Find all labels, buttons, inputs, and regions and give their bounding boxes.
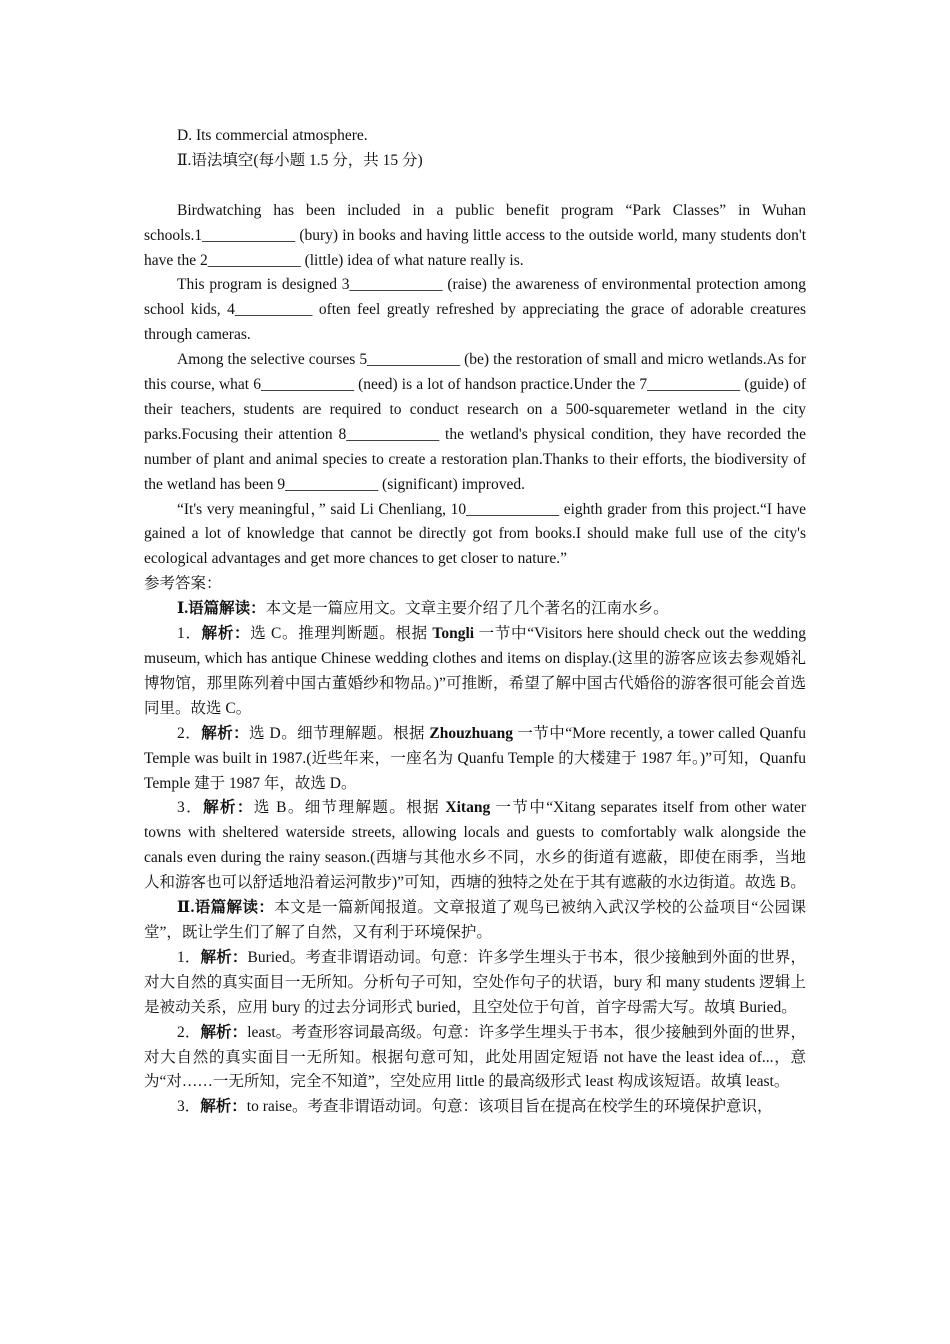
answer-text: least。考查形容词最高级。句意：许多学生埋头于书本，很少接触到外面的世界，对大自然的真实面目一无所知。根据句意可知，此处用固定短语 not have the least idea of...，意为“对……一无所知，完全不知道”，空处应用 little 的最高级形式 least 构成该短语。故填 least。 <box>144 1023 806 1091</box>
passage-paragraph-2: This program is designed 3____________ (raise) the awareness of environmental protection among school kids, 4__________ often feel greatly refreshed by appreciating the grace of adorable creatures through cameras. <box>144 276 806 344</box>
intro-label: Ⅱ.语篇解读： <box>177 899 275 917</box>
answer-label: 解析： <box>200 1023 248 1041</box>
answer-label: 解析： <box>200 1098 247 1116</box>
answer-text: 一节中“More recently, a tower called Quanfu Temple was built in 1987.(近些年来，一座名为 Quanfu Temple 的大楼建于 1987 年。)”可知，Quanfu Temple 建于 1987 年，故选 D。 <box>144 724 806 792</box>
answer-text: 选 C。推理判断题。根据 <box>250 625 433 643</box>
answer-label: 解析： <box>200 948 248 966</box>
answer-text: 一节中“Xitang separates itself from other water towns with sheltered waterside streets, allowing locals and guests to comfortably walk alongside the canals even during the rainy season.(西塘与其他水乡不同，水乡的街道有遮蔽，即使在雨季，当地人和游客也可以舒适地沿着运河散步)”可知，西塘的独特之处在于其有遮蔽的水边街道。故选 B。 <box>144 799 806 892</box>
answer-keyword: Xitang <box>445 799 491 817</box>
answer-number: 2． <box>177 724 202 742</box>
passage-paragraph-3: Among the selective courses 5____________ (be) the restoration of small and micro wetlands.As for this course, what 6____________ (need) is a lot of handson practice.Under the 7____________ (guide) of their teachers, students are required to conduct research on a 500-squaremeter wetland in the city parks.Focusing their attention 8____________ the wetland's physical condition, they have recorded the number of plant and animal species to create a restoration plan.Thanks to their efforts, the biodiversity of the wetland has been 9____________ (significant) improved. <box>144 351 806 493</box>
answer-2-3 <box>144 1095 806 1120</box>
section-heading <box>144 149 806 174</box>
answer-number: 1． <box>177 948 201 966</box>
answer-keyword: Tongli <box>432 625 475 643</box>
spacer <box>144 174 806 199</box>
answer-text: 选 D。细节理解题。根据 <box>249 724 430 742</box>
passage-paragraph-1: Birdwatching has been included in a public benefit program “Park Classes” in Wuhan schools.1____________ (bury) in books and having little access to the outside world, many students don't have the 2____________ (little) idea of what nature really is. <box>144 201 806 269</box>
answer-text: 一节中“Visitors here should check out the wedding museum, which has antique Chinese wedding clothes and items on display.(这里的游客应该去参观婚礼博物馆，那里陈列着中国古董婚纱和物品。)”可推断，希望了解中国古代婚俗的游客很可能会首选同里。故选 C。 <box>144 625 806 717</box>
answer-number: 3． <box>177 799 204 817</box>
answer-2-1 <box>144 946 806 1021</box>
answer-2-2 <box>144 1021 806 1096</box>
answer-1-3 <box>144 796 806 896</box>
document-content <box>144 124 806 1120</box>
answer-intro-2 <box>144 896 806 946</box>
section-points: (每小题 1.5 分，共 15 分) <box>253 151 423 169</box>
answer-label: 解析： <box>203 799 254 817</box>
intro-label: Ⅰ.语篇解读： <box>177 600 266 618</box>
answer-label: 解析： <box>201 625 251 643</box>
section-label: Ⅱ.语法填空 <box>177 151 254 169</box>
passage-paragraph-4: “It's very meaningful，” said Li Chenliang, 10____________ eighth grader from this project.“I have gained a lot of knowledge that cannot be directly got from books.I should make full use of the city's ecological advantages and get more chances to get closer to nature.” <box>144 500 806 568</box>
intro-text: 本文是一篇应用文。文章主要介绍了几个著名的江南水乡。 <box>265 600 669 618</box>
intro-text: 本文是一篇新闻报道。文章报道了观鸟已被纳入武汉学校的公益项目“公园课堂”，既让学生们了解了自然，又有利于环境保护。 <box>144 899 806 941</box>
answers-title: 参考答案： <box>144 575 222 593</box>
answer-text: to raise。考查非谓语动词。句意：该项目旨在提高在校学生的环境保护意识， <box>246 1098 773 1116</box>
answer-intro-1 <box>144 597 806 622</box>
answer-1-1 <box>144 622 806 722</box>
answer-text: 选 B。细节理解题。根据 <box>253 799 446 817</box>
option-d: D. Its commercial atmosphere. <box>177 127 368 144</box>
answer-number: 2． <box>177 1023 201 1041</box>
answer-keyword: Zhouzhuang <box>429 724 513 742</box>
answer-1-2 <box>144 722 806 797</box>
answer-label: 解析： <box>201 724 250 742</box>
answer-number: 1． <box>177 625 202 643</box>
answer-number: 3． <box>177 1098 201 1116</box>
answer-text: Buried。考查非谓语动词。句意：许多学生埋头于书本，很少接触到外面的世界，对大自然的真实面目一无所知。分析句子可知，空处作句子的状语，bury 和 many students 逻辑上是被动关系，应用 bury 的过去分词形式 buried，且空处位于句首，首字母需大写。故填 Buried。 <box>144 948 806 1016</box>
